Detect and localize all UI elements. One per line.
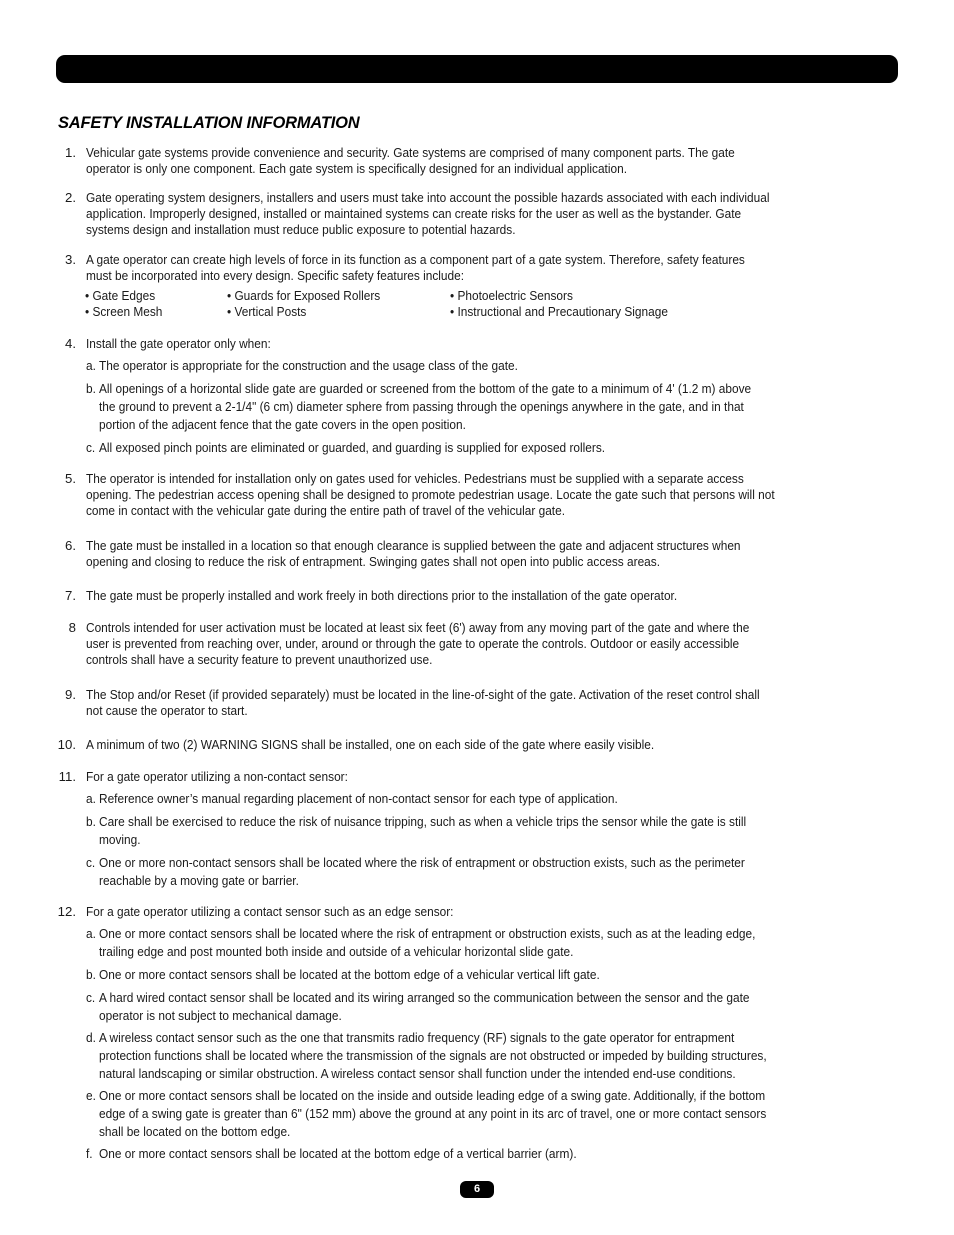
feature-item: • Screen Mesh [85,304,163,319]
sub-item-text-line: All openings of a horizontal slide gate are guarded or screened from the bottom of the gate to a minimum of 4' (1.2 m) above [99,381,752,396]
sub-item-letter: a. [86,791,96,806]
item-text-line: operator is only one component. Each gate system is specifically designed for an individual application. [86,161,627,177]
sub-item-text-line: reachable by a moving gate or barrier. [99,873,299,888]
header-bar [56,55,898,83]
sub-item-text-line: One or more contact sensors shall be located on the inside and outside leading edge of a swing gate. Additionally, if the bottom [99,1088,766,1103]
sub-item-text-line: One or more contact sensors shall be located at the bottom edge of a vehicular vertical lift gate. [99,967,600,982]
sub-item-text-line: All exposed pinch points are eliminated or guarded, and guarding is supplied for exposed rollers. [99,440,606,455]
item-number: 10. [57,737,76,752]
item-text-line: For a gate operator utilizing a non-contact sensor: [86,769,348,784]
sub-item-text-line: moving. [99,832,141,847]
item-text-line: Vehicular gate systems provide convenience and security. Gate systems are comprised of many component parts. The gate [86,145,735,160]
sub-item-text-line: the ground to prevent a 2-1/4" (6 cm) diameter sphere from passing through the openings anywhere in the gate, and in that [99,399,744,414]
sub-item-letter: b. [86,381,96,396]
item-text-line: The gate must be properly installed and work freely in both directions prior to the installation of the gate operator. [86,588,678,603]
item-text-line: The Stop and/or Reset (if provided separately) must be located in the line-of-sight of the gate. Activation of the reset control shall [86,687,760,702]
sub-item-letter: a. [86,926,96,941]
item-number: 6. [65,538,76,553]
sub-item-text-line: portion of the adjacent fence that the gate covers in the open position. [99,417,466,432]
item-text-line: opening and closing to reduce the risk of entrapment. Swinging gates shall not open into public access areas. [86,554,661,570]
sub-item-letter: f. [86,1146,93,1161]
sub-item-text-line: Care shall be exercised to reduce the risk of nuisance tripping, such as when a vehicle trips the sensor while the gate is still [99,814,747,829]
item-text-line: A gate operator can create high levels of force in its function as a component part of a gate system. Therefore, safety features [86,252,745,267]
item-text-line: For a gate operator utilizing a contact sensor such as an edge sensor: [86,904,454,919]
item-text-line: must be incorporated into every design. Specific safety features include: [86,268,465,284]
sub-item-letter: c. [86,440,96,455]
sub-item-text-line: operator is not subject to mechanical damage. [99,1008,342,1023]
item-text-line: Gate operating system designers, installers and users must take into account the possible hazards associated with each individual [86,190,770,205]
item-text-line: not cause the operator to start. [86,703,248,719]
item-text-line: The operator is intended for installation only on gates used for vehicles. Pedestrians must be supplied with a separate access [86,471,744,486]
sub-item-letter: d. [86,1030,96,1045]
sub-item-text-line: One or more contact sensors shall be located at the bottom edge of a vertical barrier (arm). [99,1146,577,1161]
page-number: 6 [460,1181,494,1198]
feature-item: • Instructional and Precautionary Signage [450,304,668,319]
item-number: 9. [65,687,76,702]
item-text-line: application. Improperly designed, installed or maintained systems can create risks for the user as well as the bystander. Gate [86,206,742,222]
sub-item-text-line: The operator is appropriate for the construction and the usage class of the gate. [99,358,518,373]
item-text-line: systems design and installation must reduce public exposure to potential hazards. [86,222,516,238]
item-text-line: Controls intended for user activation must be located at least six feet (6') away from any moving part of the gate and where the [86,620,750,635]
sub-item-text-line: protection functions shall be located where the transmission of the signals are not obstructed or impeded by building structures, [99,1048,767,1063]
item-number: 4. [65,336,76,351]
sub-item-text-line: One or more contact sensors shall be located where the risk of entrapment or obstruction exists, such as at the leading edge, [99,926,756,941]
section-title: SAFETY INSTALLATION INFORMATION [58,114,360,132]
sub-item-text-line: shall be located on the bottom edge. [99,1124,291,1139]
feature-item: • Vertical Posts [227,304,307,319]
item-number: 5. [65,471,76,486]
item-number: 12. [57,904,76,919]
item-text-line: user is prevented from reaching over, under, around or through the gate to operate the controls. Outdoor or easily accessible [86,636,740,652]
feature-item: • Photoelectric Sensors [450,288,573,303]
item-number: 8 [68,620,76,635]
item-number: 7. [65,588,76,603]
sub-item-text-line: One or more non-contact sensors shall be located where the risk of entrapment or obstruction exists, such as the perimeter [99,855,745,870]
item-number: 1. [65,145,76,160]
sub-item-letter: b. [86,967,96,982]
sub-item-text-line: edge of a swing gate is greater than 6" (152 mm) above the ground at any point in its arc of travel, one or more contact sensors [99,1106,767,1121]
feature-item: • Gate Edges [85,288,156,303]
sub-item-text-line: A hard wired contact sensor shall be located and its wiring arranged so the communication between the sensor and the gate [99,990,750,1005]
sub-item-text-line: A wireless contact sensor such as the one that transmits radio frequency (RF) signals to the gate operator for entrapment [99,1030,735,1045]
item-text-line: controls shall have a security feature to prevent unauthorized use. [86,652,433,668]
item-text-line: come in contact with the vehicular gate during the entire path of travel of the vehicular gate. [86,503,565,519]
item-number: 11. [58,769,76,784]
sub-item-letter: b. [86,814,96,829]
item-text-line: The gate must be installed in a location so that enough clearance is supplied between the gate and adjacent structures when [86,538,741,553]
sub-item-letter: a. [86,358,96,373]
item-text-line: opening. The pedestrian access opening shall be designed to promote pedestrian usage. Locate the gate such that persons will not [86,487,775,503]
item-text-line: A minimum of two (2) WARNING SIGNS shall be installed, one on each side of the gate where easily visible. [86,737,655,752]
item-text-line: Install the gate operator only when: [86,336,271,351]
sub-item-text-line: Reference owner’s manual regarding placement of non-contact sensor for each type of application. [99,791,618,806]
item-number: 3. [65,252,76,267]
sub-item-letter: c. [86,855,96,870]
sub-item-text-line: trailing edge and post mounted both inside and outside of a vehicular horizontal slide gate. [99,944,574,959]
feature-item: • Guards for Exposed Rollers [227,288,381,303]
item-number: 2. [65,190,76,205]
sub-item-text-line: natural landscaping or similar obstruction. A wireless contact sensor shall function under the intended end-use conditions. [99,1066,736,1081]
sub-item-letter: e. [86,1088,96,1103]
sub-item-letter: c. [86,990,96,1005]
